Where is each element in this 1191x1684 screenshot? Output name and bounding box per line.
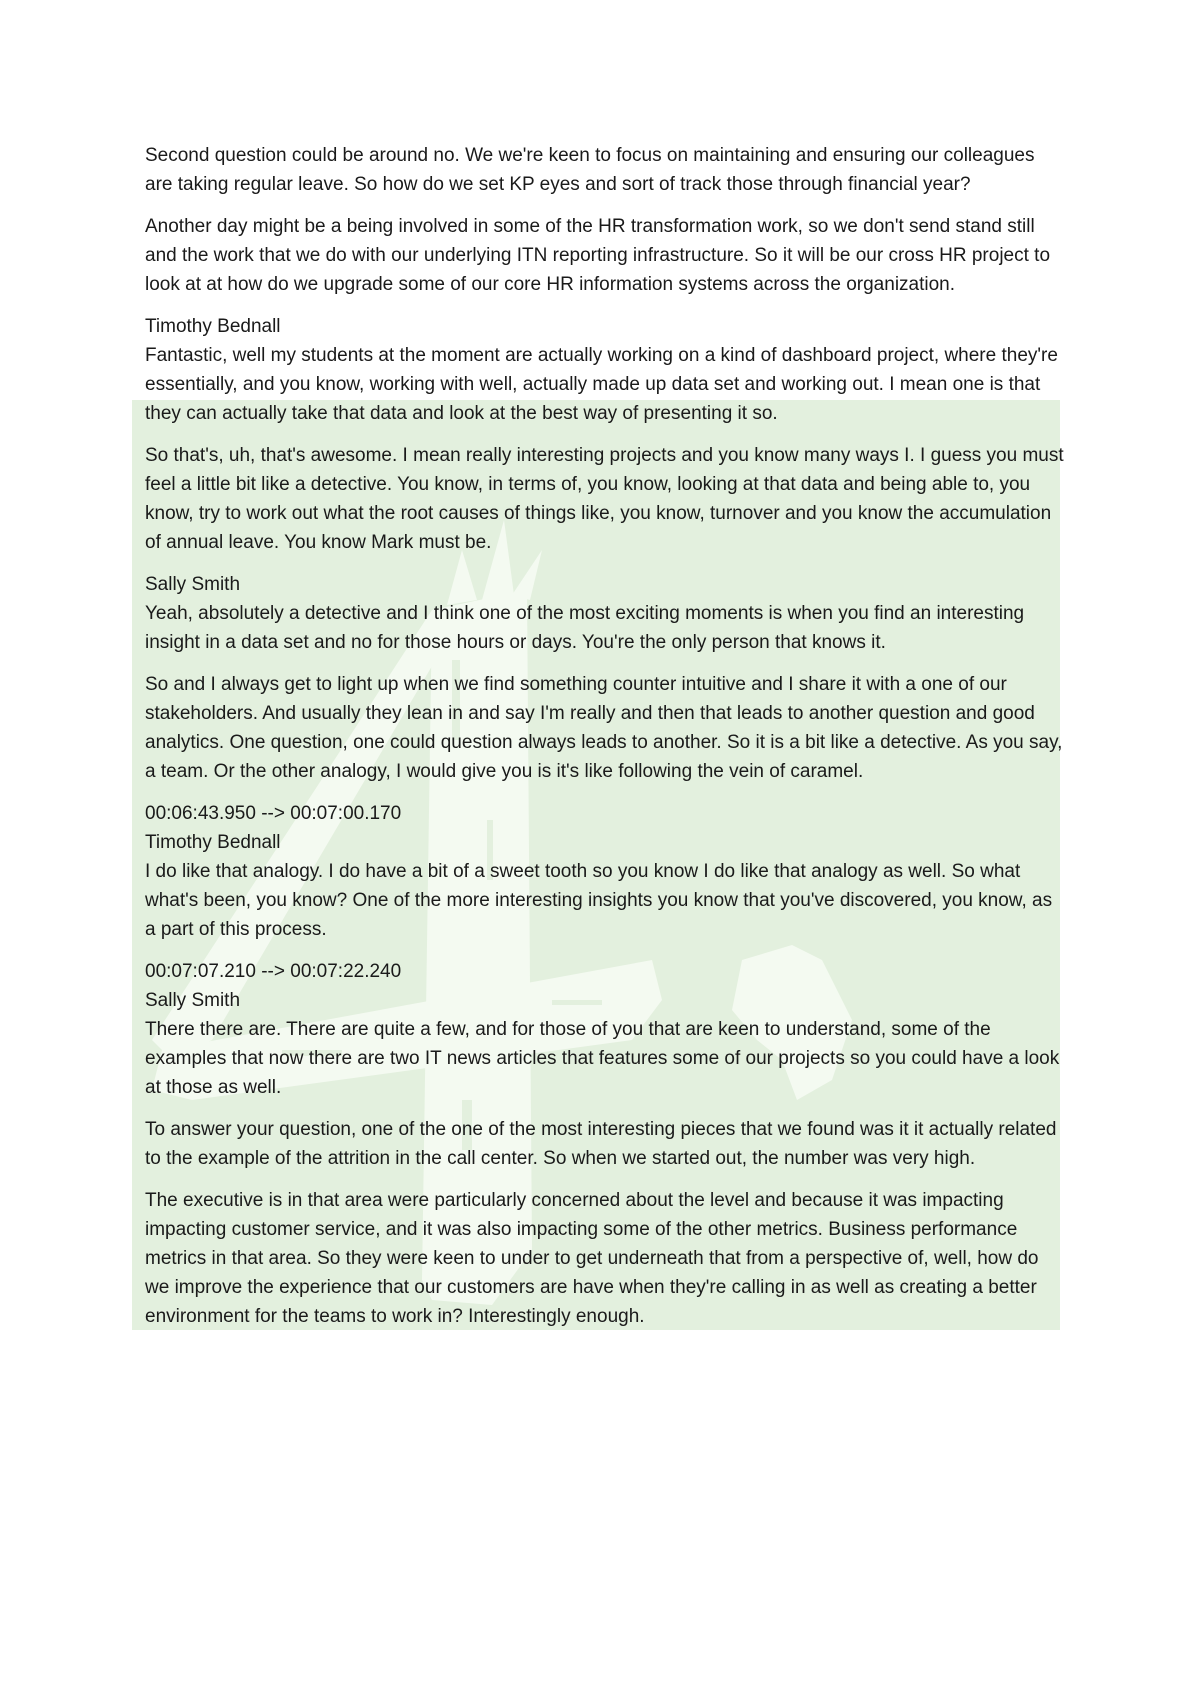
paragraph: Second question could be around no. We we're keen to focus on maintaining and ensuring our colleagues are taking regular leave. So how do we set KP eyes and sort of track those through financial year? bbox=[145, 145, 1035, 195]
timestamp: 00:07:07.210 --> 00:07:22.240 bbox=[145, 961, 402, 982]
speaker-block bbox=[145, 799, 1065, 944]
speaker-block bbox=[145, 957, 1065, 1102]
speaker-name: Timothy Bednall bbox=[145, 316, 281, 337]
speaker-name: Timothy Bednall bbox=[145, 832, 281, 853]
paragraph: To answer your question, one of the one of the most interesting pieces that we found was it it actually related to the example of the attrition in the call center. So when we started out, the number was very high. bbox=[145, 1119, 1057, 1169]
speaker-name: Sally Smith bbox=[145, 990, 241, 1011]
paragraph: The executive is in that area were particularly concerned about the level and because it was impacting impacting customer service, and it was also impacting some of the other metrics. Business performance metrics in that area. So they were keen to under to get underneath that from a perspective of, well, how do we improve the experience that our customers are have when they're calling in as well as creating a better environment for the teams to work in? Interestingly enough. bbox=[145, 1190, 1039, 1327]
transcript-body bbox=[145, 141, 1065, 1344]
timestamp: 00:06:43.950 --> 00:07:00.170 bbox=[145, 803, 402, 824]
paragraph: I do like that analogy. I do have a bit of a sweet tooth so you know I do like that analogy as well. So what what's been, you know? One of the more interesting insights you know that you've discovered, you know, as a part of this process. bbox=[145, 861, 1053, 940]
paragraph: Fantastic, well my students at the moment are actually working on a kind of dashboard project, where they're essentially, and you know, working with well, actually made up data set and working out. I mean one is that they can actually take that data and look at the best way of presenting it so. bbox=[145, 345, 1058, 424]
paragraph: Another day might be a being involved in some of the HR transformation work, so we don't send stand still and the work that we do with our underlying ITN reporting infrastructure. So it will be our cross HR project to look at at how do we upgrade some of our core HR information systems across the organization. bbox=[145, 216, 1051, 295]
speaker-name: Sally Smith bbox=[145, 574, 241, 595]
paragraph: There there are. There are quite a few, and for those of you that are keen to understand, some of the examples that now there are two IT news articles that features some of our projects so you could have a look at those as well. bbox=[145, 1019, 1060, 1098]
paragraph: So that's, uh, that's awesome. I mean really interesting projects and you know many ways I. I guess you must feel a little bit like a detective. You know, in terms of, you know, looking at that data and being able to, you know, try to work out what the root causes of things like, you know, turnover and you know the accumulation of annual leave. You know Mark must be. bbox=[145, 445, 1064, 553]
speaker-block bbox=[145, 570, 1065, 657]
paragraph: So and I always get to light up when we find something counter intuitive and I share it with a one of our stakeholders. And usually they lean in and say I'm really and then that leads to another question and good analytics. One question, one could question always leads to another. So it is a bit like a detective. As you say, a team. Or the other analogy, I would give you is it's like following the vein of caramel. bbox=[145, 674, 1063, 782]
speaker-block bbox=[145, 312, 1065, 428]
paragraph: Yeah, absolutely a detective and I think one of the most exciting moments is when you find an interesting insight in a data set and no for those hours or days. You're the only person that knows it. bbox=[145, 603, 1025, 653]
